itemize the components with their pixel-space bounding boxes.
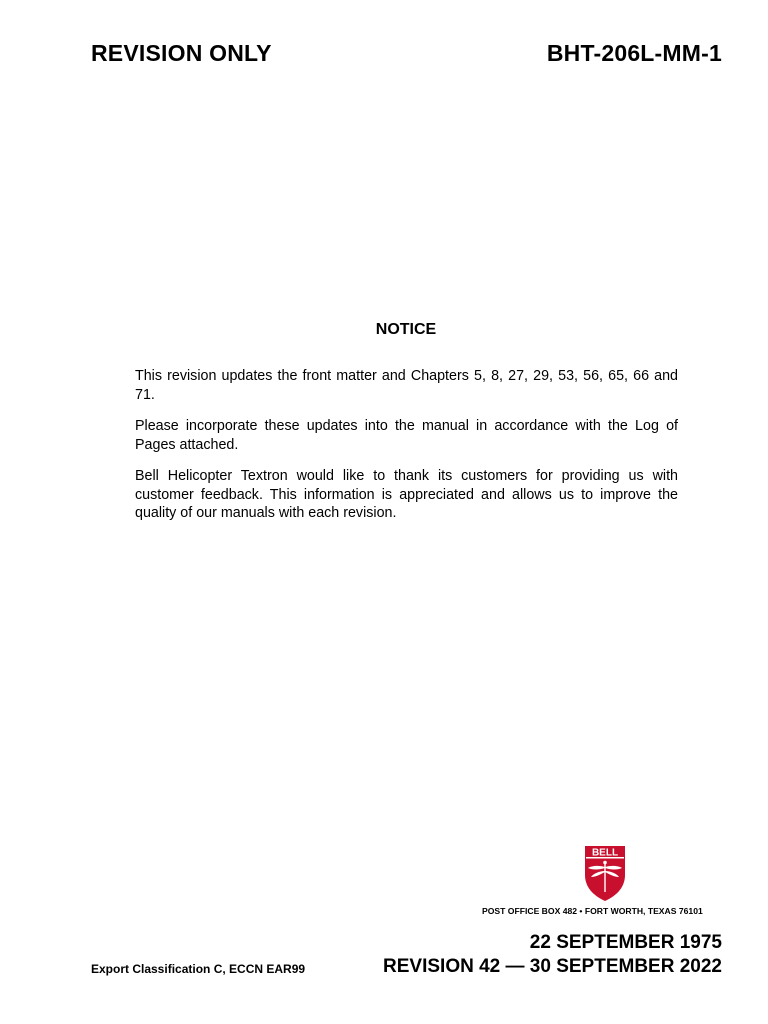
postal-address-text: POST OFFICE BOX 482 • FORT WORTH, TEXAS 76101 bbox=[482, 906, 703, 916]
header-left-title: REVISION ONLY bbox=[91, 40, 272, 66]
postal-address bbox=[482, 906, 722, 916]
notice-body bbox=[135, 367, 678, 536]
notice-paragraph: This revision updates the front matter and Chapters 5, 8, 27, 29, 53, 56, 65, 66 and 71. bbox=[135, 368, 678, 403]
export-classification: Export Classification C, ECCN EAR99 bbox=[91, 962, 306, 976]
notice-title: NOTICE bbox=[375, 321, 437, 338]
original-issue-date: 22 SEPTEMBER 1975 bbox=[529, 932, 722, 953]
notice-paragraph: Please incorporate these updates into the manual in accordance with the Log of Pages attached. bbox=[135, 418, 678, 453]
bell-dragonfly-shield-icon bbox=[584, 845, 626, 901]
document-number: BHT-206L-MM-1 bbox=[546, 40, 722, 66]
bell-logo bbox=[584, 845, 626, 901]
notice-paragraph: Bell Helicopter Textron would like to thank its customers for providing us with customer feedback. This information is appreciated and allows us to improve the quality of our manuals with each revision. bbox=[135, 468, 678, 521]
revision-date: REVISION 42 — 30 SEPTEMBER 2022 bbox=[383, 956, 722, 977]
logo-text: BELL bbox=[591, 847, 619, 859]
